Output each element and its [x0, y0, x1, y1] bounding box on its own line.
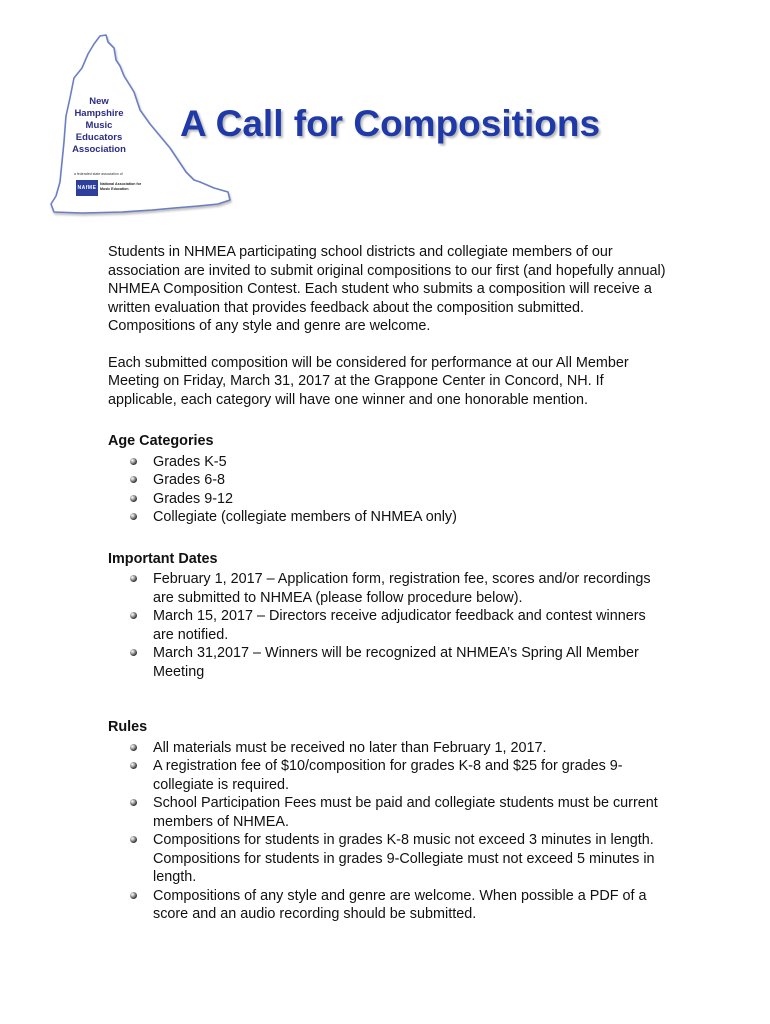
list-item	[153, 887, 668, 924]
list-item	[153, 490, 668, 509]
age-categories-list	[108, 453, 668, 527]
list-item	[153, 794, 668, 831]
document-body	[108, 243, 668, 924]
logo-line: Music	[85, 120, 113, 131]
list-item-text: Collegiate (collegiate members of NHMEA only)	[153, 509, 457, 525]
logo-line: Educators	[75, 132, 123, 143]
list-item-text: February 1, 2017 – Application form, registration fee, scores and/or recordings are submitted to NHMEA (please follow procedure below).	[153, 571, 651, 606]
bullet-icon	[130, 513, 137, 520]
page-title: A Call for Compositions	[180, 103, 601, 144]
list-item-text: All materials must be received no later than February 1, 2017.	[153, 739, 547, 756]
important-dates-list	[108, 570, 668, 681]
performance-paragraph: Each submitted composition will be considered for performance at our All Member Meeting on Friday, March 31, 2017 at the Grappone Center in Concord, NH. If applicable, each category will have one winner and one honorable mention.	[108, 354, 629, 408]
bullet-icon	[130, 458, 137, 465]
list-item	[153, 453, 668, 472]
list-item	[153, 644, 668, 681]
bullet-icon	[130, 495, 137, 502]
list-item-text: Compositions for students in grades K-8 music not exceed 3 minutes in length. Compositions for students in grades 9-Collegiate must not exceed 5 minutes in length.	[153, 832, 655, 885]
list-item	[153, 757, 668, 794]
bullet-icon	[130, 575, 137, 582]
nafme-name: National Association for Music Education	[100, 182, 142, 191]
list-item	[153, 607, 668, 644]
list-item-text: Compositions of any style and genre are welcome. When possible a PDF of a score and an audio recording should be submitted.	[153, 887, 647, 922]
logo-affiliation: a federated state association of	[74, 172, 123, 176]
list-item	[153, 471, 668, 490]
bullet-icon	[130, 649, 137, 656]
list-item-text: School Participation Fees must be paid and collegiate students must be current members of NHMEA.	[153, 795, 658, 830]
list-item	[153, 739, 668, 758]
bullet-icon	[130, 799, 137, 806]
bullet-icon	[130, 744, 137, 751]
bullet-icon	[130, 836, 137, 843]
logo-line: Hampshire	[74, 108, 124, 119]
rules-heading: Rules	[108, 719, 148, 735]
list-item	[153, 570, 668, 607]
intro-paragraph: Students in NHMEA participating school districts and collegiate members of our association are invited to submit original compositions to our first (and hopefully annual) NHMEA Composition Contest. Each student who submits a composition will receive a written evaluation that provides feedback about the composition submitted. Compositions of any style and genre are welcome.	[108, 244, 666, 334]
list-item	[153, 508, 668, 527]
list-item-text: March 31,2017 – Winners will be recognized at NHMEA’s Spring All Member Meeting	[153, 645, 639, 680]
nafme-badge: NAfME	[76, 180, 98, 196]
list-item-text: Grades 6-8	[153, 472, 225, 488]
logo-line: New	[89, 96, 109, 107]
bullet-icon	[130, 612, 137, 619]
list-item-text: Grades K-5	[153, 453, 227, 470]
bullet-icon	[130, 762, 137, 769]
logo-line: Association	[72, 144, 126, 155]
list-item-text: Grades 9-12	[153, 490, 233, 507]
logo-association-name	[64, 96, 134, 156]
list-item-text: March 15, 2017 – Directors receive adjudicator feedback and contest winners are notified.	[153, 608, 646, 643]
important-dates-heading: Important Dates	[108, 550, 218, 567]
bullet-icon	[130, 476, 137, 483]
rules-list	[108, 739, 668, 924]
list-item-text: A registration fee of $10/composition for grades K-8 and $25 for grades 9-collegiate is required.	[153, 758, 623, 793]
age-categories-heading: Age Categories	[108, 433, 214, 449]
bullet-icon	[130, 892, 137, 899]
list-item	[153, 831, 668, 887]
